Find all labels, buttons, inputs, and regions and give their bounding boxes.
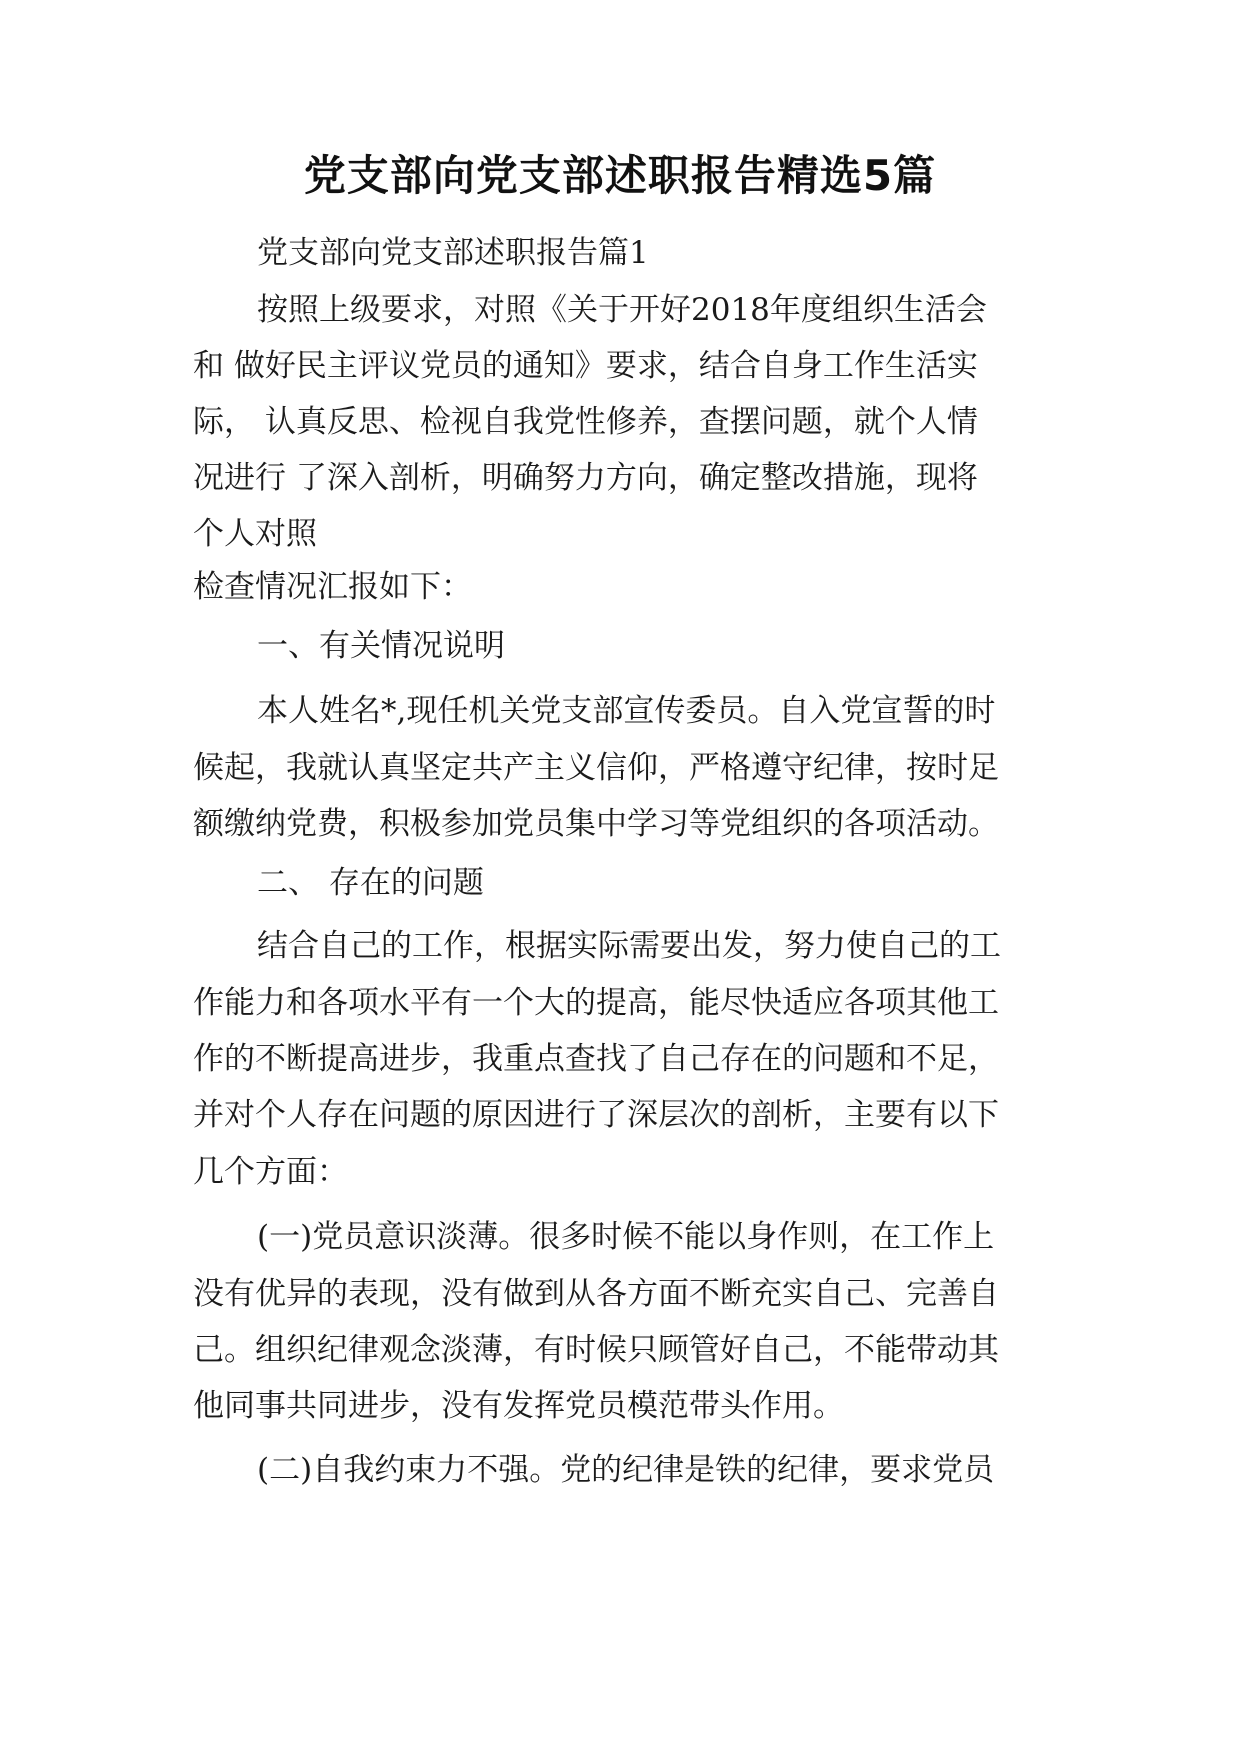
paragraph-line: 个人对照 <box>193 516 317 552</box>
paragraph-line: (一)党员意识淡薄。很多时候不能以身作则，在工作上 <box>257 1219 995 1255</box>
paragraph-line: (二)自我约束力不强。党的纪律是铁的纪律，要求党员 <box>257 1452 995 1488</box>
paragraph-line: 结合自己的工作，根据实际需要出发，努力使自己的工 <box>257 928 1001 964</box>
paragraph-line: 己。组织纪律观念淡薄，有时候只顾管好自己，不能带动其 <box>193 1332 999 1368</box>
paragraph-line: 际， 认真反思、检视自我党性修养，查摆问题，就个人情 <box>193 404 978 440</box>
document-title: 党支部向党支部述职报告精选5篇 <box>303 151 937 200</box>
paragraph-line: 按照上级要求，对照《关于开好2018年度组织生活会 <box>257 292 987 328</box>
paragraph-line: 并对个人存在问题的原因进行了深层次的剖析，主要有以下 <box>193 1097 999 1133</box>
section-heading: 党支部向党支部述职报告篇1 <box>257 235 649 271</box>
paragraph-line: 作能力和各项水平有一个大的提高，能尽快适应各项其他工 <box>193 985 999 1021</box>
paragraph-line: 候起，我就认真坚定共产主义信仰，严格遵守纪律，按时足 <box>193 750 999 786</box>
paragraph-line: 本人姓名*,现任机关党支部宣传委员。自入党宣誓的时 <box>257 693 996 729</box>
paragraph-line: 他同事共同进步，没有发挥党员模范带头作用。 <box>193 1388 844 1424</box>
paragraph-line: 作的不断提高进步，我重点查找了自己存在的问题和不足， <box>193 1041 999 1077</box>
paragraph-line: 检查情况汇报如下： <box>193 569 472 605</box>
paragraph-line: 额缴纳党费，积极参加党员集中学习等党组织的各项活动。 <box>193 806 999 842</box>
paragraph-line: 几个方面： <box>193 1154 348 1190</box>
section-heading: 一、有关情况说明 <box>257 628 505 664</box>
paragraph-line: 况进行 了深入剖析，明确努力方向，确定整改措施，现将 <box>193 460 978 496</box>
section-heading: 二、 存在的问题 <box>257 865 484 901</box>
paragraph-line: 没有优异的表现，没有做到从各方面不断充实自己、完善自 <box>193 1276 999 1312</box>
paragraph-line: 和 做好民主评议党员的通知》要求，结合自身工作生活实 <box>193 348 978 384</box>
